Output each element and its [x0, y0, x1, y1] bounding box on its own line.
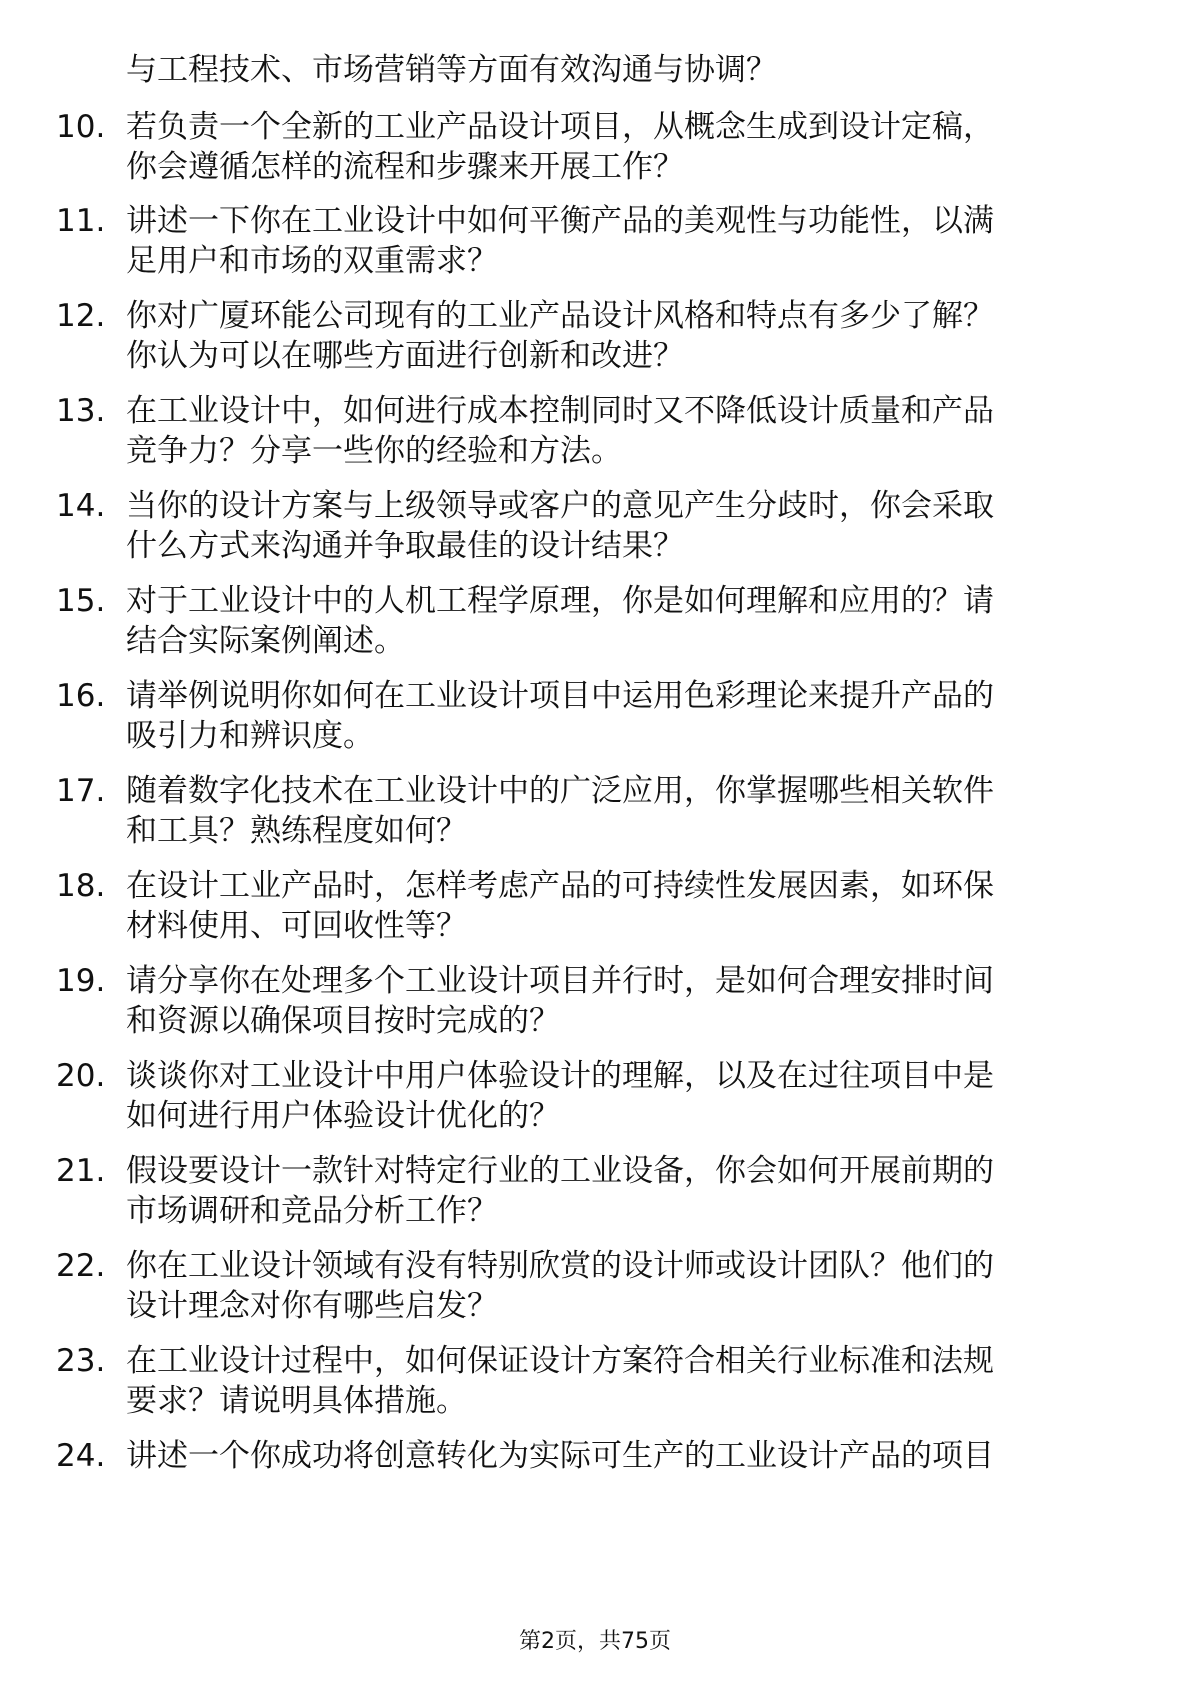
question-line: 什么方式来沟通并争取最佳的设计结果？ [126, 528, 684, 564]
question-line: 对于工业设计中的人机工程学原理，你是如何理解和应用的？请 [126, 583, 994, 619]
question-text [126, 201, 1116, 281]
question-text [126, 486, 1116, 566]
question-line: 如何进行用户体验设计优化的？ [126, 1098, 560, 1134]
question-line: 和资源以确保项目按时完成的？ [126, 1003, 560, 1039]
question-line: 和工具？熟练程度如何？ [126, 813, 467, 849]
question-text [126, 771, 1116, 851]
question-line: 你在工业设计领域有没有特别欣赏的设计师或设计团队？他们的 [126, 1248, 994, 1284]
question-text [126, 961, 1116, 1041]
question-number: 19. [56, 963, 106, 999]
question-line: 假设要设计一款针对特定行业的工业设备，你会如何开展前期的 [126, 1153, 994, 1189]
question-line: 请分享你在处理多个工业设计项目并行时，是如何合理安排时间 [126, 963, 994, 999]
question-line: 随着数字化技术在工业设计中的广泛应用，你掌握哪些相关软件 [126, 773, 994, 809]
question-text [126, 676, 1116, 756]
question-text [126, 1246, 1116, 1326]
continuation-text: 与工程技术、市场营销等方面有效沟通与协调？ [126, 52, 777, 88]
question-number: 21. [56, 1153, 106, 1189]
question-number: 20. [56, 1058, 106, 1094]
question-line: 吸引力和辨识度。 [126, 718, 374, 754]
question-line: 谈谈你对工业设计中用户体验设计的理解，以及在过往项目中是 [126, 1058, 994, 1094]
question-text [126, 107, 1116, 187]
question-line: 你对广厦环能公司现有的工业产品设计风格和特点有多少了解？ [126, 298, 994, 334]
question-line: 在设计工业产品时，怎样考虑产品的可持续性发展因素，如环保 [126, 868, 994, 904]
question-line: 材料使用、可回收性等？ [126, 908, 467, 944]
question-line: 讲述一个你成功将创意转化为实际可生产的工业设计产品的项目 [126, 1438, 994, 1474]
page-footer: 第2页，共75页 [519, 1629, 671, 1654]
question-number: 24. [56, 1438, 106, 1474]
question-text [126, 1341, 1116, 1421]
question-line: 要求？请说明具体措施。 [126, 1383, 467, 1419]
question-number: 13. [56, 393, 106, 429]
question-line: 市场调研和竞品分析工作？ [126, 1193, 498, 1229]
question-number: 17. [56, 773, 106, 809]
question-line: 设计理念对你有哪些启发？ [126, 1288, 498, 1324]
question-line: 在工业设计中，如何进行成本控制同时又不降低设计质量和产品 [126, 393, 994, 429]
question-number: 11. [56, 203, 106, 239]
question-line: 讲述一下你在工业设计中如何平衡产品的美观性与功能性，以满 [126, 203, 994, 239]
question-line: 竞争力？分享一些你的经验和方法。 [126, 433, 622, 469]
question-line: 你会遵循怎样的流程和步骤来开展工作？ [126, 149, 684, 185]
question-number: 16. [56, 678, 106, 714]
question-text [126, 391, 1116, 471]
question-line: 请举例说明你如何在工业设计项目中运用色彩理论来提升产品的 [126, 678, 994, 714]
question-number: 22. [56, 1248, 106, 1284]
question-text [126, 1151, 1116, 1231]
question-line: 你认为可以在哪些方面进行创新和改进？ [126, 338, 684, 374]
question-number: 23. [56, 1343, 106, 1379]
question-text [126, 866, 1116, 946]
question-line: 当你的设计方案与上级领导或客户的意见产生分歧时，你会采取 [126, 488, 994, 524]
question-number: 18. [56, 868, 106, 904]
question-line: 在工业设计过程中，如何保证设计方案符合相关行业标准和法规 [126, 1343, 994, 1379]
question-line: 结合实际案例阐述。 [126, 623, 405, 659]
question-number: 10. [56, 109, 106, 145]
question-number: 15. [56, 583, 106, 619]
question-number: 14. [56, 488, 106, 524]
question-text [126, 581, 1116, 661]
question-line: 若负责一个全新的工业产品设计项目，从概念生成到设计定稿， [126, 109, 994, 145]
question-text [126, 296, 1116, 376]
question-text [126, 1056, 1116, 1136]
question-line: 足用户和市场的双重需求？ [126, 243, 498, 279]
question-text [126, 1436, 1116, 1476]
question-number: 12. [56, 298, 106, 334]
